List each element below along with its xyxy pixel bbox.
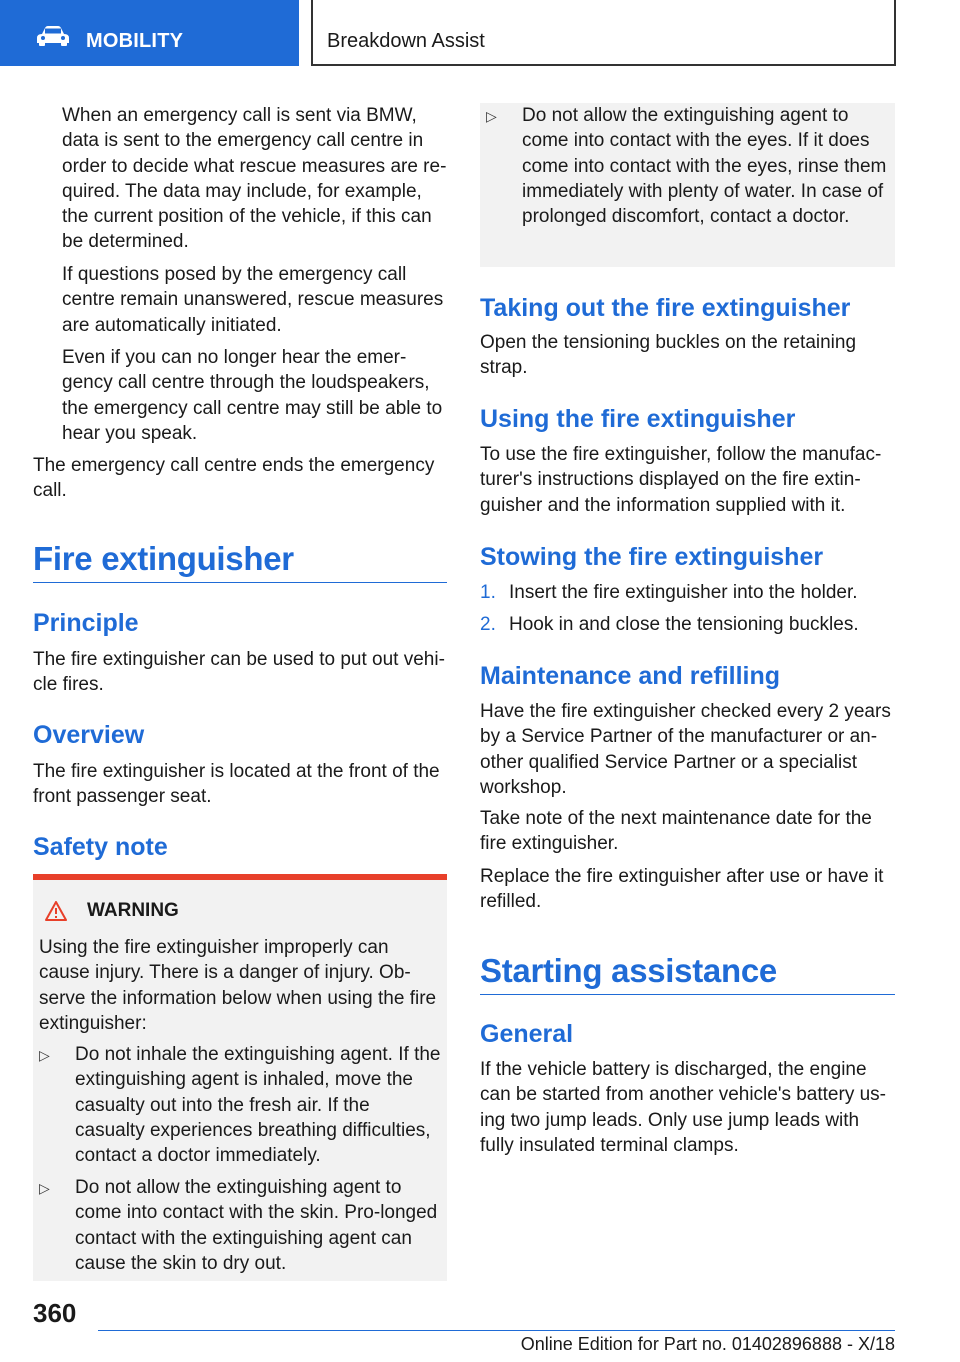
step-number: 2. (480, 614, 496, 635)
heading-principle: Principle (33, 609, 139, 637)
maintenance-para-1: Have the fire extinguisher checked every 2 years by a Service Partner of the manufacturer or an-other qualified Service Partner or a specialist workshop. (480, 701, 891, 798)
maintenance-para-3: Replace the fire extinguisher after use or have it refilled. (480, 866, 884, 913)
using-text: To use the fire extinguisher, follow the manufac-turer's instructions displayed on the fire extin-guisher and the information supplied with it. (480, 444, 882, 516)
chapter-rule (33, 582, 447, 583)
step-text: Insert the fire extinguisher into the holder. (509, 582, 858, 603)
triangle-bullet-icon: ▷ (486, 108, 497, 124)
heading-general: General (480, 1020, 574, 1048)
heading-using: Using the fire extinguisher (480, 405, 796, 433)
heading-stowing: Stowing the fire extinguisher (480, 543, 824, 571)
header-title-box (311, 0, 896, 66)
heading-maintenance: Maintenance and refilling (480, 662, 781, 690)
warning-bullet-text: Do not allow the extinguishing agent to come into contact with the skin. Pro-longed contact with the extinguishing agent can cause the skin to dry out. (75, 1177, 438, 1274)
emergency-para-2: If questions posed by the emergency call centre remain unanswered, rescue measures are automatically initiated. (62, 264, 444, 336)
car-icon (36, 26, 70, 46)
taking-out-text: Open the tensioning buckles on the retaining strap. (480, 332, 857, 379)
chapter-title-fire-extinguisher: Fire extinguisher (33, 540, 294, 577)
emergency-para-1: When an emergency call is sent via BMW, data is sent to the emergency call centre in order to decide what rescue measures are re-quired. The data may include, for example, the current position of the vehicle, if this can be determined. (62, 105, 447, 253)
heading-safety-note: Safety note (33, 833, 168, 861)
page-number: 360 (33, 1298, 77, 1328)
heading-taking-out: Taking out the fire extinguisher (480, 294, 851, 322)
warning-triangle-icon (45, 901, 67, 921)
triangle-bullet-icon: ▷ (39, 1180, 50, 1196)
triangle-bullet-icon: ▷ (39, 1047, 50, 1063)
chapter-title-starting-assistance: Starting assistance (480, 952, 777, 989)
warning-label: WARNING (87, 900, 179, 921)
heading-overview: Overview (33, 721, 145, 749)
step-item (480, 580, 895, 605)
step-text: Hook in and close the tensioning buckles. (509, 614, 859, 635)
emergency-end-para: The emergency call centre ends the emergency call. (33, 455, 435, 502)
warning-bullet (39, 1042, 443, 1168)
maintenance-para-2: Take note of the next maintenance date for the fire extinguisher. (480, 808, 872, 855)
warning-bullet-text: Do not inhale the extinguishing agent. If the extinguishing agent is inhaled, move the casualty out into the fresh air. If the casualty experiences breathing difficulties, contact a doctor immediately. (75, 1044, 441, 1167)
page-header-title: Breakdown Assist (327, 30, 485, 52)
section-label: MOBILITY (86, 30, 184, 52)
step-item (480, 612, 895, 637)
principle-text: The fire extinguisher can be used to put out vehi-cle fires. (33, 649, 445, 696)
footer-edition: Online Edition for Part no. 01402896888 - X/18 (520, 1334, 895, 1354)
general-text: If the vehicle battery is discharged, the engine can be started from another vehicle's battery us-ing two jump leads. Only use jump leads with fully insulated terminal clamps. (480, 1059, 886, 1156)
step-number: 1. (480, 582, 496, 603)
warning-text: Using the fire extinguisher improperly can cause injury. There is a danger of injury. Ob-serve the information below when using the fire extinguisher: (39, 937, 437, 1034)
emergency-para-3: Even if you can no longer hear the emer-gency call centre through the loudspeakers, the emergency call centre may still be able to hear you speak. (62, 347, 443, 444)
warning-bullet (39, 1175, 443, 1276)
warning-bullet-text: Do not allow the extinguishing agent to come into contact with the eyes. If it does come into contact with the eyes, rinse them immediately with plenty of water. In case of prolonged discomfort, contact a doctor. (522, 105, 887, 228)
section-tab[interactable] (0, 0, 299, 66)
footer-rule (98, 1330, 895, 1331)
chapter-rule (480, 994, 895, 995)
warning-title (45, 900, 179, 922)
warning-bullet (486, 103, 890, 229)
overview-text: The fire extinguisher is located at the front of the front passenger seat. (33, 761, 440, 808)
